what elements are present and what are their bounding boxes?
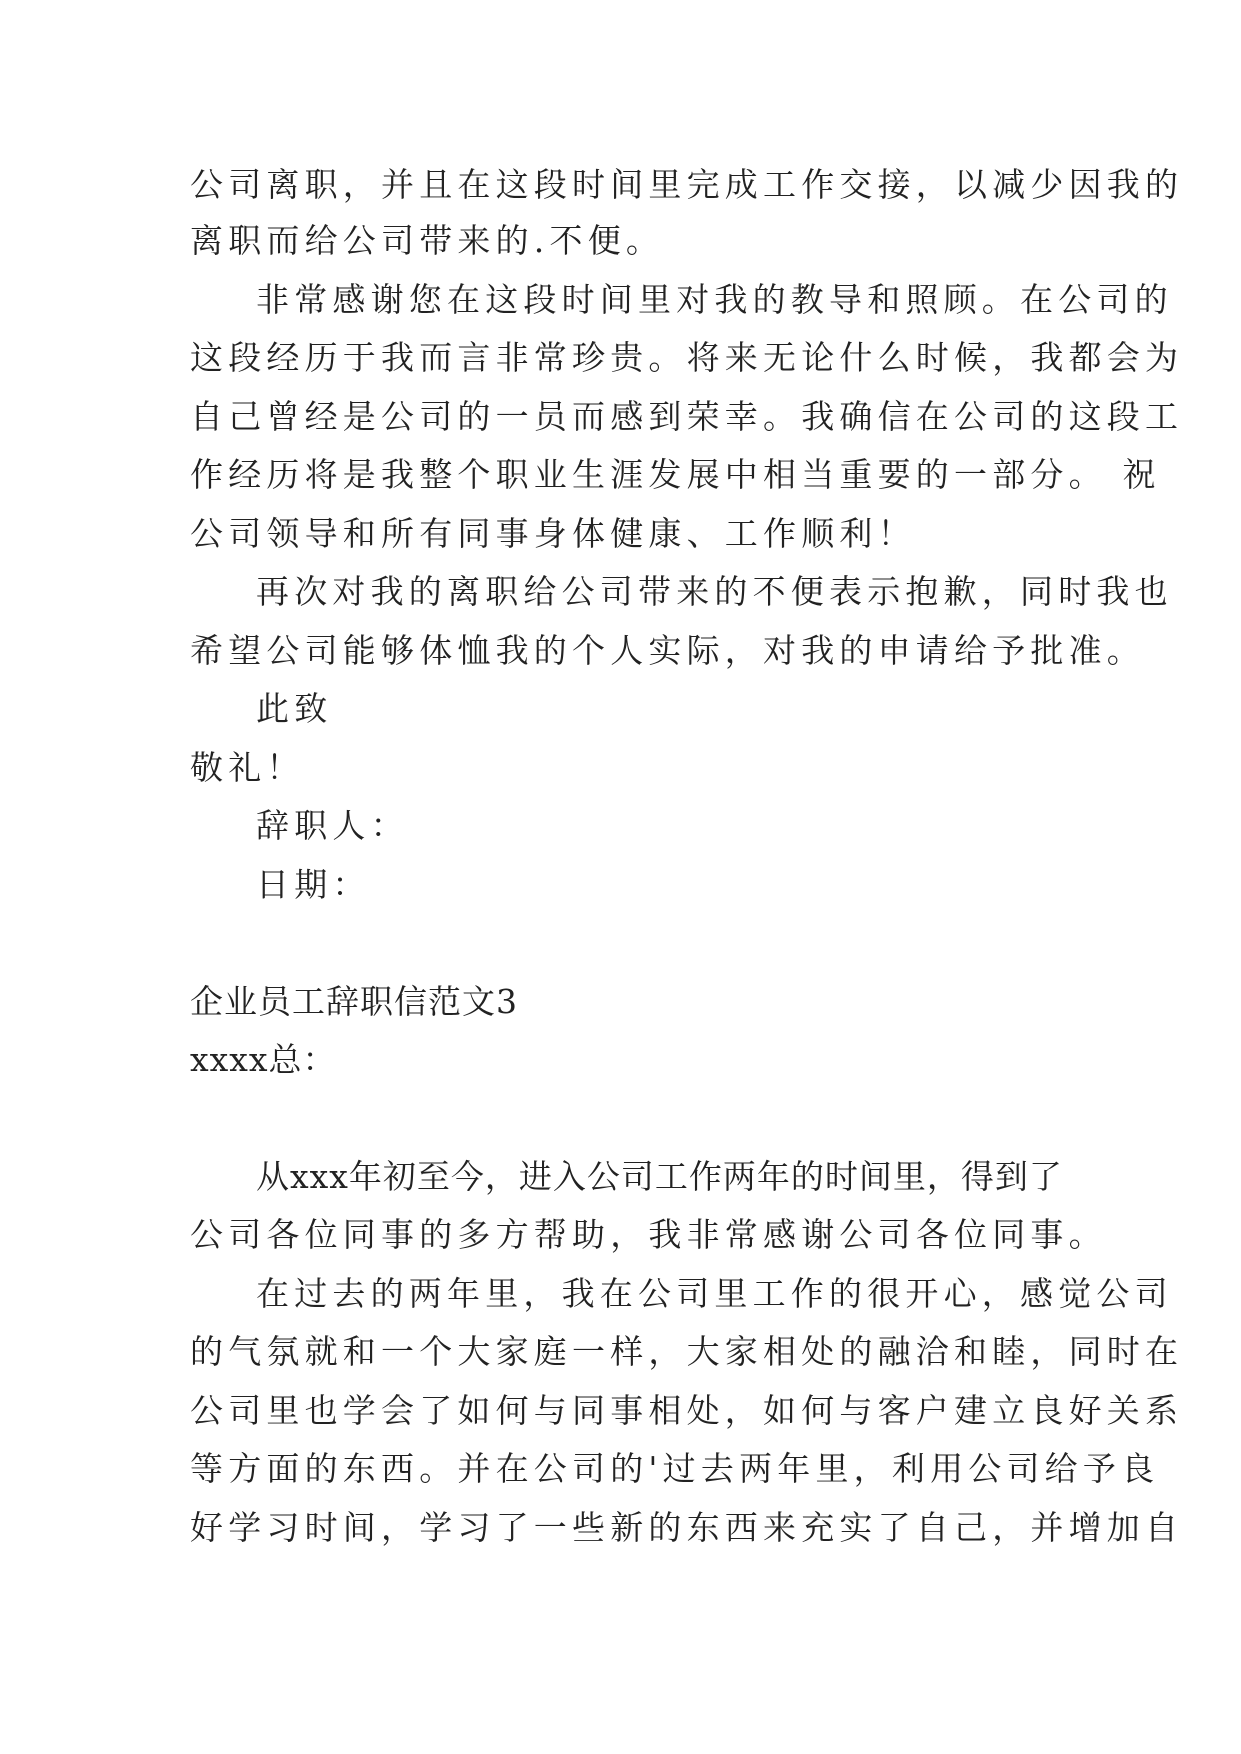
paragraph-5-line-5: 好学习时间，学习了一些新的东西来充实了自己，并增加自 bbox=[190, 1508, 1184, 1547]
paragraph-2-line-5: 公司领导和所有同事身体健康、工作顺利！ bbox=[190, 514, 916, 553]
addressee: xxxx总： bbox=[190, 1040, 337, 1079]
paragraph-4-line-1: 从xxx年初至今，进入公司工作两年的时间里，得到了 bbox=[256, 1157, 1063, 1196]
paragraph-3-line-1: 再次对我的离职给公司带来的不便表示抱歉，同时我也 bbox=[256, 572, 1173, 611]
closing-regards: 敬礼！ bbox=[190, 748, 305, 787]
paragraph-2-line-3: 自己曾经是公司的一员而感到荣幸。我确信在公司的这段工 bbox=[190, 397, 1184, 436]
paragraph-5-line-3: 公司里也学会了如何与同事相处，如何与客户建立良好关系 bbox=[190, 1391, 1184, 1430]
paragraph-4-line-2: 公司各位同事的多方帮助，我非常感谢公司各位同事。 bbox=[190, 1215, 1107, 1254]
paragraph-2-line-1: 非常感谢您在这段时间里对我的教导和照顾。在公司的 bbox=[256, 280, 1173, 319]
paragraph-5-line-4: 等方面的东西。并在公司的'过去两年里，利用公司给予良 bbox=[190, 1449, 1160, 1488]
section-title: 企业员工辞职信范文3 bbox=[190, 982, 518, 1021]
paragraph-5-line-1: 在过去的两年里，我在公司里工作的很开心，感觉公司 bbox=[256, 1274, 1173, 1313]
closing-salutation: 此致 bbox=[256, 689, 333, 728]
date-label: 日期： bbox=[256, 865, 371, 904]
paragraph-1-line-1: 公司离职，并且在这段时间里完成工作交接，以减少因我的 bbox=[190, 165, 1184, 204]
paragraph-2-line-4: 作经历将是我整个职业生涯发展中相当重要的一部分。 祝 bbox=[190, 455, 1161, 494]
paragraph-5-line-2: 的气氛就和一个大家庭一样，大家相处的融洽和睦，同时在 bbox=[190, 1332, 1184, 1371]
paragraph-2-line-2: 这段经历于我而言非常珍贵。将来无论什么时候，我都会为 bbox=[190, 338, 1184, 377]
resigner-label: 辞职人： bbox=[256, 806, 409, 845]
paragraph-1-line-2: 离职而给公司带来的.不便。 bbox=[190, 221, 665, 260]
paragraph-3-line-2: 希望公司能够体恤我的个人实际，对我的申请给予批准。 bbox=[190, 631, 1145, 670]
